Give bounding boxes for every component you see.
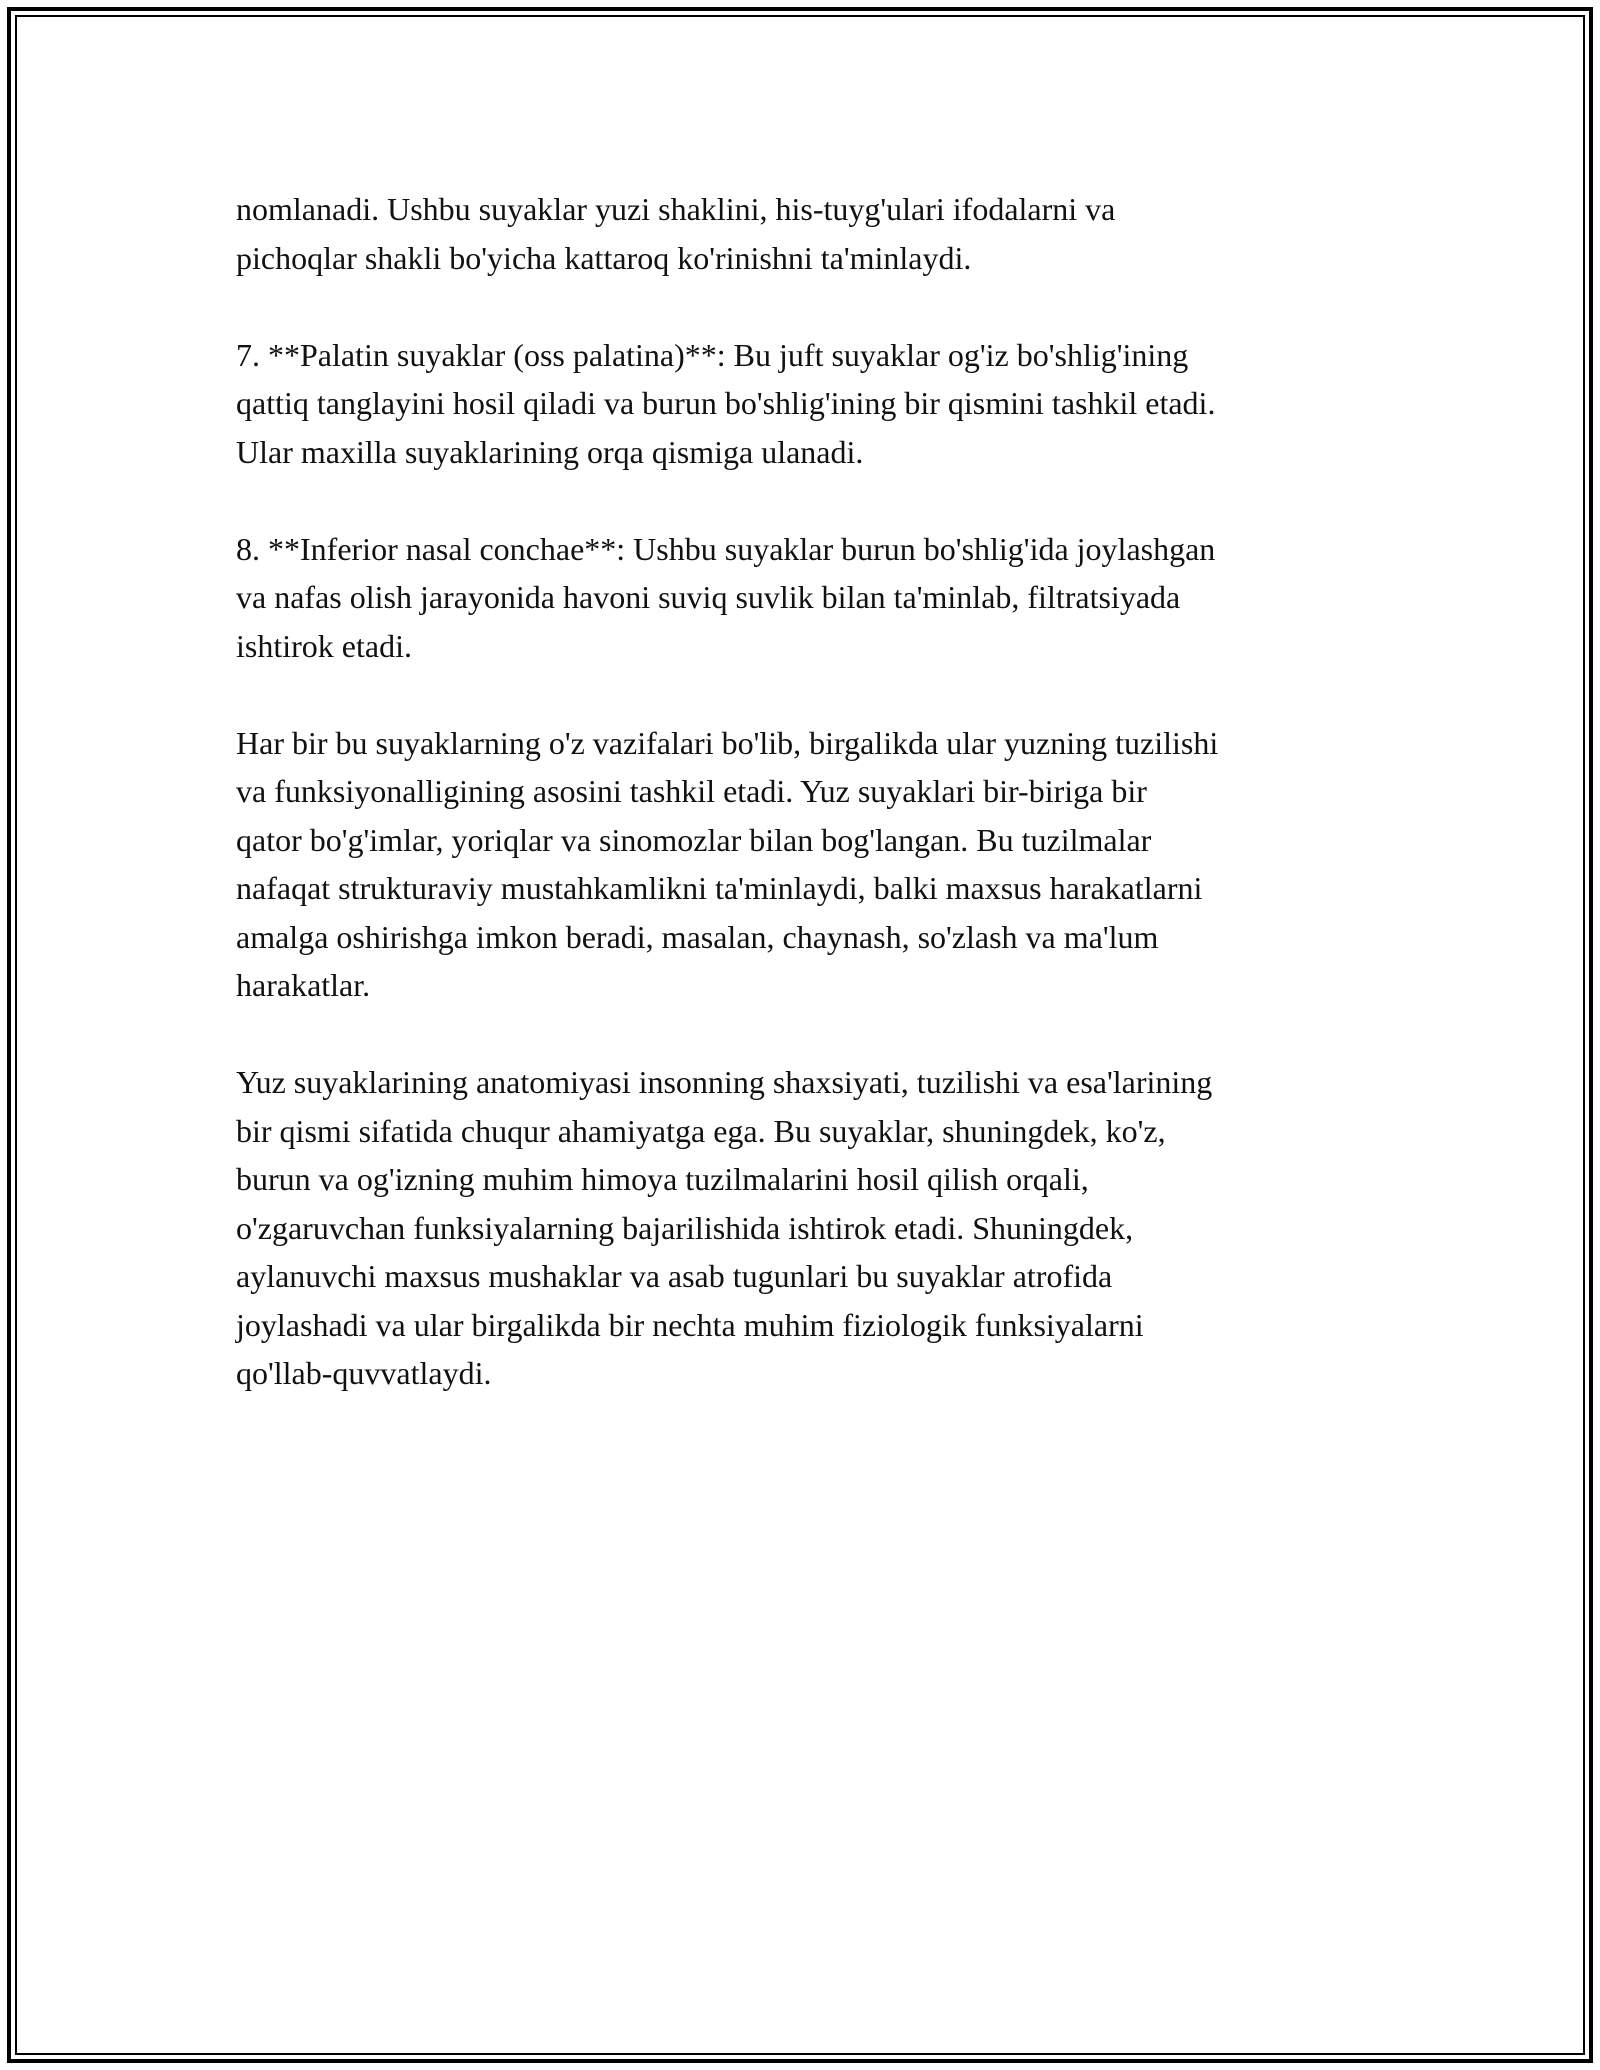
text-line: qator bo'g'imlar, yoriqlar va sinomozlar bilan bog'langan. Bu tuzilmalar — [236, 821, 1152, 858]
text-line: ishtirok etadi. — [236, 627, 412, 664]
text-line: harakatlar. — [236, 967, 371, 1003]
text-line: nomlanadi. Ushbu suyaklar yuzi shaklini, his-tuyg'ulari ifodalarni va — [236, 191, 1116, 227]
text-line: 7. **Palatin suyaklar (oss palatina)**: Bu juft suyaklar og'iz bo'shlig'ining — [236, 336, 1189, 373]
text-line: va nafas olish jarayonida havoni suviq suvlik bilan ta'minlab, filtratsiyada — [236, 579, 1181, 615]
text-line: burun va og'izning muhim himoya tuzilmalarini hosil qilish orqali, — [236, 1161, 1089, 1197]
text-line: qo'llab-quvvatlaydi. — [236, 1355, 492, 1391]
text-line: joylashadi va ular birgalikda bir nechta muhim fiziologik funksiyalarni — [236, 1306, 1144, 1343]
text-line: amalga oshirishga imkon beradi, masalan, chaynash, so'zlash va ma'lum — [236, 918, 1159, 955]
text-line: Har bir bu suyaklarning o'z vazifalari bo'lib, birgalikda ular yuzning tuzilishi — [236, 724, 1219, 761]
document-body — [236, 185, 1376, 1446]
text-line: Yuz suyaklarining anatomiyasi insonning shaxsiyati, tuzilishi va esa'larining — [236, 1064, 1213, 1100]
text-line: bir qismi sifatida chuqur ahamiyatga ega. Bu suyaklar, shuningdek, ko'z, — [236, 1112, 1166, 1149]
paragraph-inferior-nasal-conchae — [236, 525, 1376, 671]
text-line: nafaqat strukturaviy mustahkamlikni ta'minlaydi, balki maxsus harakatlarni — [236, 870, 1203, 906]
paragraph-palatin-bones — [236, 331, 1376, 477]
paragraph-continuation — [236, 185, 1376, 282]
text-line: va funksiyonalligining asosini tashkil etadi. Yuz suyaklari bir-biriga bir — [236, 773, 1147, 809]
paragraph-functions — [236, 719, 1376, 1010]
text-line: pichoqlar shakli bo'yicha kattaroq ko'rinishni ta'minlaydi. — [236, 239, 972, 276]
text-line: qattiq tanglayini hosil qiladi va burun bo'shlig'ining bir qismini tashkil etadi. — [236, 385, 1216, 421]
text-line: 8. **Inferior nasal conchae**: Ushbu suyaklar burun bo'shlig'ida joylashgan — [236, 530, 1216, 567]
text-line: aylanuvchi maxsus mushaklar va asab tugunlari bu suyaklar atrofida — [236, 1258, 1113, 1294]
text-line: o'zgaruvchan funksiyalarning bajarilishida ishtirok etadi. Shuningdek, — [236, 1209, 1134, 1246]
paragraph-anatomy — [236, 1058, 1376, 1398]
text-line: Ular maxilla suyaklarining orqa qismiga ulanadi. — [236, 433, 864, 470]
